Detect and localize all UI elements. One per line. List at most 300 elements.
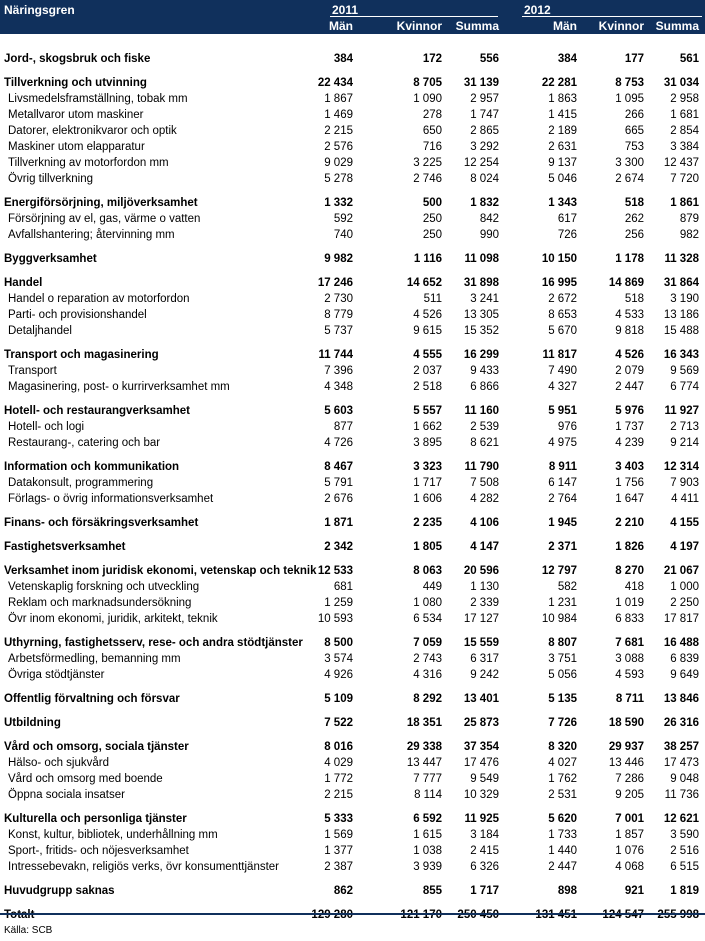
- table-row-group: [0, 563, 705, 579]
- cell-summa-2011: 17 476: [463, 757, 499, 769]
- cell-man-2011: 8 016: [324, 741, 353, 753]
- cell-man-2011: 3 574: [324, 653, 353, 665]
- cell-kvinnor-2011: 250: [422, 229, 442, 241]
- cell-man-2011: 877: [333, 421, 353, 433]
- header-man-2012: Män: [553, 19, 577, 33]
- table-row-group: [0, 275, 705, 291]
- row-label: Övr inom ekonomi, juridik, arkitekt, teknik: [8, 613, 218, 625]
- cell-summa-2011: 25 873: [463, 717, 499, 729]
- cell-man-2011: 1 377: [324, 845, 353, 857]
- cell-kvinnor-2012: 7 681: [615, 637, 644, 649]
- cell-man-2012: 1 231: [548, 597, 577, 609]
- cell-kvinnor-2011: 9 615: [413, 325, 442, 337]
- cell-kvinnor-2011: 8 114: [414, 789, 442, 801]
- cell-kvinnor-2011: 1 717: [413, 477, 442, 489]
- cell-summa-2011: 842: [479, 213, 499, 225]
- cell-summa-2011: 15 352: [463, 325, 499, 337]
- cell-man-2012: 2 189: [548, 125, 577, 137]
- row-label: Verksamhet inom juridisk ekonomi, vetenskap och teknik: [4, 565, 317, 577]
- table-row-group: [0, 347, 705, 363]
- cell-man-2011: 7 522: [324, 717, 353, 729]
- table-row-group: [0, 195, 705, 211]
- cell-summa-2011: 7 508: [470, 477, 499, 489]
- cell-kvinnor-2012: 4 593: [615, 669, 644, 681]
- cell-kvinnor-2012: 7 001: [615, 813, 644, 825]
- cell-summa-2012: 16 343: [663, 349, 699, 361]
- header-year-2012: 2012: [524, 3, 551, 17]
- cell-kvinnor-2011: 716: [422, 141, 442, 153]
- cell-kvinnor-2012: 2 079: [615, 365, 644, 377]
- cell-summa-2012: 7 720: [670, 173, 699, 185]
- cell-man-2012: 1 415: [548, 109, 577, 121]
- cell-kvinnor-2012: 2 210: [615, 517, 644, 529]
- cell-summa-2012: 3 384: [670, 141, 699, 153]
- row-label: Offentlig förvaltning och försvar: [4, 693, 180, 705]
- cell-man-2012: 11 817: [542, 349, 577, 361]
- cell-man-2012: 2 531: [548, 789, 577, 801]
- table-row-group: [0, 51, 705, 67]
- table-header: [0, 0, 705, 34]
- cell-summa-2012: 9 214: [670, 437, 699, 449]
- table-row-group: [0, 739, 705, 755]
- table-row: [0, 307, 705, 323]
- row-label: Datakonsult, programmering: [8, 477, 154, 489]
- cell-kvinnor-2012: 1 826: [615, 541, 644, 553]
- row-label: Sport-, fritids- och nöjesverksamhet: [8, 845, 189, 857]
- cell-man-2011: 1 332: [324, 197, 353, 209]
- cell-man-2011: 9 029: [324, 157, 353, 169]
- cell-man-2012: 2 672: [548, 293, 577, 305]
- cell-man-2012: 5 620: [548, 813, 577, 825]
- cell-man-2011: 17 246: [317, 277, 353, 289]
- cell-man-2012: 582: [557, 581, 577, 593]
- cell-summa-2011: 15 559: [463, 637, 499, 649]
- row-label: Metallvaror utom maskiner: [8, 109, 144, 121]
- row-label: Vetenskaplig forskning och utveckling: [8, 581, 200, 593]
- cell-summa-2012: 31 864: [663, 277, 699, 289]
- cell-kvinnor-2012: 753: [624, 141, 644, 153]
- cell-kvinnor-2012: 665: [624, 125, 644, 137]
- cell-man-2012: 976: [557, 421, 577, 433]
- table-row: [0, 227, 705, 243]
- cell-kvinnor-2011: 449: [422, 581, 442, 593]
- cell-kvinnor-2012: 1 019: [615, 597, 644, 609]
- cell-man-2012: 1 440: [548, 845, 577, 857]
- cell-summa-2011: 6 866: [470, 381, 499, 393]
- header-summa-2011: Summa: [455, 19, 499, 33]
- cell-man-2011: 4 029: [324, 757, 353, 769]
- cell-man-2011: 592: [333, 213, 353, 225]
- table-row: [0, 475, 705, 491]
- cell-summa-2011: 8 621: [470, 437, 499, 449]
- cell-kvinnor-2012: 4 526: [615, 349, 644, 361]
- cell-summa-2011: 10 329: [463, 789, 499, 801]
- cell-kvinnor-2012: 1 647: [615, 493, 644, 505]
- table-row: [0, 491, 705, 507]
- cell-summa-2012: 3 190: [670, 293, 699, 305]
- cell-kvinnor-2012: 4 533: [615, 309, 644, 321]
- cell-man-2011: 1 469: [324, 109, 353, 121]
- cell-man-2012: 1 733: [548, 829, 577, 841]
- cell-man-2011: 2 676: [324, 493, 353, 505]
- cell-summa-2012: 1 000: [670, 581, 699, 593]
- header-summa-2012: Summa: [655, 19, 699, 33]
- cell-man-2011: 11 744: [318, 349, 353, 361]
- row-label: Maskiner utom elapparatur: [8, 141, 145, 153]
- row-label: Totalt: [4, 909, 35, 921]
- cell-man-2011: 5 603: [324, 405, 353, 417]
- table-row: [0, 787, 705, 803]
- table-row: [0, 771, 705, 787]
- cell-summa-2011: 31 139: [463, 77, 499, 89]
- cell-man-2011: 1 259: [324, 597, 353, 609]
- cell-man-2012: 898: [557, 885, 577, 897]
- row-label: Restaurang-, catering och bar: [8, 437, 161, 449]
- row-label: Tillverkning och utvinning: [4, 77, 147, 89]
- cell-summa-2012: 982: [679, 229, 699, 241]
- cell-kvinnor-2011: 6 534: [413, 613, 442, 625]
- cell-man-2012: 384: [557, 53, 577, 65]
- row-label: Hotell- och logi: [8, 421, 85, 433]
- cell-summa-2011: 2 865: [470, 125, 499, 137]
- cell-kvinnor-2012: 8 270: [615, 565, 644, 577]
- cell-kvinnor-2011: 172: [422, 53, 442, 65]
- cell-summa-2012: 12 314: [663, 461, 699, 473]
- cell-man-2011: 8 467: [324, 461, 353, 473]
- cell-summa-2011: 2 415: [470, 845, 499, 857]
- cell-kvinnor-2011: 250: [422, 213, 442, 225]
- row-label: Transport: [8, 365, 57, 377]
- cell-summa-2012: 2 854: [670, 125, 699, 137]
- table-row-group: [0, 539, 705, 555]
- cell-summa-2012: 1 681: [670, 109, 699, 121]
- row-label: Utbildning: [4, 717, 61, 729]
- cell-kvinnor-2011: 2 037: [413, 365, 442, 377]
- row-label: Övrig tillverkning: [8, 173, 93, 185]
- cell-kvinnor-2012: 7 286: [615, 773, 644, 785]
- table-row: [0, 211, 705, 227]
- cell-man-2011: 1 772: [324, 773, 353, 785]
- header-naringsgren: Näringsgren: [4, 3, 75, 17]
- cell-summa-2012: 2 516: [670, 845, 699, 857]
- cell-summa-2011: 2 957: [470, 93, 499, 105]
- cell-man-2012: 2 447: [548, 861, 577, 873]
- cell-summa-2012: 1 861: [670, 197, 699, 209]
- cell-summa-2011: 11 925: [464, 813, 499, 825]
- cell-summa-2011: 6 326: [470, 861, 499, 873]
- cell-summa-2012: 4 155: [670, 517, 699, 529]
- cell-summa-2011: 11 160: [464, 405, 499, 417]
- table-row: [0, 595, 705, 611]
- header-man-2011: Män: [329, 19, 353, 33]
- cell-summa-2012: 561: [679, 53, 699, 65]
- cell-summa-2012: 17 473: [663, 757, 699, 769]
- cell-kvinnor-2011: 5 557: [413, 405, 442, 417]
- cell-kvinnor-2011: 855: [422, 885, 442, 897]
- cell-man-2012: 16 995: [541, 277, 577, 289]
- cell-man-2011: 1 867: [324, 93, 353, 105]
- table-row-group: [0, 459, 705, 475]
- cell-kvinnor-2011: 3 323: [413, 461, 442, 473]
- cell-summa-2011: 4 282: [470, 493, 499, 505]
- cell-summa-2011: 4 106: [470, 517, 499, 529]
- cell-man-2011: 2 387: [324, 861, 353, 873]
- cell-kvinnor-2011: 500: [422, 197, 442, 209]
- cell-summa-2012: 7 903: [670, 477, 699, 489]
- cell-summa-2011: 1 717: [470, 885, 499, 897]
- cell-summa-2012: 17 817: [663, 613, 699, 625]
- cell-kvinnor-2012: 3 403: [615, 461, 644, 473]
- cell-kvinnor-2011: 1 606: [413, 493, 442, 505]
- cell-summa-2012: 11 927: [664, 405, 699, 417]
- cell-summa-2011: 990: [479, 229, 499, 241]
- cell-kvinnor-2012: 418: [624, 581, 644, 593]
- cell-kvinnor-2012: 29 937: [608, 741, 644, 753]
- cell-kvinnor-2012: 1 737: [615, 421, 644, 433]
- cell-kvinnor-2012: 6 833: [615, 613, 644, 625]
- cell-man-2012: 1 762: [548, 773, 577, 785]
- cell-kvinnor-2012: 518: [624, 293, 644, 305]
- cell-man-2012: 617: [557, 213, 577, 225]
- cell-summa-2011: 20 596: [463, 565, 499, 577]
- cell-summa-2011: 2 539: [470, 421, 499, 433]
- cell-summa-2012: 13 846: [663, 693, 699, 705]
- cell-summa-2011: 3 241: [470, 293, 499, 305]
- cell-man-2012: 5 046: [548, 173, 577, 185]
- cell-man-2012: 2 631: [548, 141, 577, 153]
- cell-man-2011: 2 730: [324, 293, 353, 305]
- row-label: Kulturella och personliga tjänster: [4, 813, 187, 825]
- cell-man-2012: 6 147: [548, 477, 577, 489]
- cell-kvinnor-2012: 2 674: [615, 173, 644, 185]
- table-row: [0, 859, 705, 875]
- row-label: Jord-, skogsbruk och fiske: [4, 53, 151, 65]
- cell-summa-2011: 3 184: [470, 829, 499, 841]
- cell-summa-2012: 9 048: [670, 773, 699, 785]
- cell-man-2011: 5 333: [324, 813, 353, 825]
- cell-man-2011: 129 280: [311, 909, 353, 921]
- header-kvinnor-2011: Kvinnor: [396, 19, 442, 33]
- cell-kvinnor-2012: 18 590: [608, 717, 644, 729]
- header-underline-2012: [522, 16, 702, 17]
- cell-man-2012: 7 490: [548, 365, 577, 377]
- table-row-group: [0, 883, 705, 899]
- cell-kvinnor-2011: 14 652: [406, 277, 442, 289]
- cell-kvinnor-2011: 4 555: [413, 349, 442, 361]
- cell-man-2011: 2 576: [324, 141, 353, 153]
- cell-summa-2011: 11 790: [464, 461, 499, 473]
- cell-summa-2011: 13 305: [463, 309, 499, 321]
- cell-summa-2011: 9 242: [470, 669, 499, 681]
- cell-man-2012: 3 751: [548, 653, 577, 665]
- cell-man-2011: 862: [333, 885, 353, 897]
- cell-summa-2012: 2 250: [670, 597, 699, 609]
- row-label: Finans- och försäkringsverksamhet: [4, 517, 199, 529]
- table-row: [0, 579, 705, 595]
- header-kvinnor-2012: Kvinnor: [598, 19, 644, 33]
- cell-summa-2011: 8 024: [470, 173, 499, 185]
- table-row-group: [0, 811, 705, 827]
- cell-summa-2011: 1 832: [470, 197, 499, 209]
- cell-summa-2011: 2 339: [470, 597, 499, 609]
- cell-summa-2011: 9 433: [470, 365, 499, 377]
- cell-summa-2011: 556: [479, 53, 499, 65]
- table-row: [0, 91, 705, 107]
- cell-kvinnor-2011: 8 292: [413, 693, 442, 705]
- cell-kvinnor-2012: 3 300: [615, 157, 644, 169]
- cell-summa-2011: 11 098: [464, 253, 499, 265]
- cell-man-2011: 1 871: [324, 517, 353, 529]
- cell-kvinnor-2012: 1 178: [615, 253, 644, 265]
- cell-kvinnor-2011: 7 777: [413, 773, 442, 785]
- cell-kvinnor-2012: 266: [624, 109, 644, 121]
- table-row: [0, 139, 705, 155]
- table-bottom-rule: [0, 913, 705, 915]
- cell-summa-2012: 9 569: [670, 365, 699, 377]
- cell-man-2012: 726: [557, 229, 577, 241]
- cell-summa-2012: 26 316: [663, 717, 699, 729]
- cell-man-2012: 2 764: [548, 493, 577, 505]
- table-row: [0, 107, 705, 123]
- cell-kvinnor-2011: 8 063: [413, 565, 442, 577]
- cell-man-2012: 1 945: [548, 517, 577, 529]
- cell-man-2012: 5 135: [548, 693, 577, 705]
- cell-summa-2011: 12 254: [463, 157, 499, 169]
- table-row: [0, 843, 705, 859]
- table-row: [0, 363, 705, 379]
- cell-man-2011: 8 500: [324, 637, 353, 649]
- cell-man-2012: 10 150: [541, 253, 577, 265]
- cell-kvinnor-2011: 121 170: [400, 909, 442, 921]
- cell-man-2012: 8 807: [548, 637, 577, 649]
- cell-kvinnor-2012: 1 095: [615, 93, 644, 105]
- cell-kvinnor-2012: 262: [624, 213, 644, 225]
- cell-kvinnor-2011: 29 338: [406, 741, 442, 753]
- row-label: Vård och omsorg med boende: [8, 773, 163, 785]
- cell-summa-2012: 9 649: [670, 669, 699, 681]
- cell-kvinnor-2011: 3 939: [413, 861, 442, 873]
- row-label: Avfallshantering; återvinning mm: [8, 229, 175, 241]
- cell-summa-2012: 11 328: [664, 253, 699, 265]
- table-row-group: [0, 251, 705, 267]
- cell-summa-2011: 31 898: [463, 277, 499, 289]
- row-label: Transport och magasinering: [4, 349, 159, 361]
- cell-kvinnor-2011: 1 116: [413, 253, 442, 265]
- cell-man-2012: 5 951: [548, 405, 577, 417]
- cell-kvinnor-2011: 8 705: [413, 77, 442, 89]
- cell-kvinnor-2011: 3 895: [413, 437, 442, 449]
- source-note: Källa: SCB: [4, 925, 53, 936]
- cell-kvinnor-2011: 2 743: [413, 653, 442, 665]
- cell-man-2012: 1 343: [548, 197, 577, 209]
- cell-man-2011: 1 569: [324, 829, 353, 841]
- cell-summa-2012: 21 067: [663, 565, 699, 577]
- cell-summa-2011: 9 549: [470, 773, 499, 785]
- cell-kvinnor-2011: 2 746: [413, 173, 442, 185]
- row-label: Reklam och marknadsundersökning: [8, 597, 192, 609]
- table-row: [0, 419, 705, 435]
- row-label: Konst, kultur, bibliotek, underhållning mm: [8, 829, 218, 841]
- cell-summa-2012: 1 819: [670, 885, 699, 897]
- cell-summa-2012: 11 736: [664, 789, 699, 801]
- cell-man-2011: 740: [333, 229, 353, 241]
- table-row: [0, 827, 705, 843]
- table-row: [0, 123, 705, 139]
- row-label: Hälso- och sjukvård: [8, 757, 109, 769]
- table-row: [0, 611, 705, 627]
- row-label: Parti- och provisionshandel: [8, 309, 147, 321]
- table-row: [0, 155, 705, 171]
- cell-man-2011: 4 926: [324, 669, 353, 681]
- cell-man-2012: 5 670: [548, 325, 577, 337]
- cell-man-2011: 384: [333, 53, 353, 65]
- cell-man-2012: 9 137: [548, 157, 577, 169]
- cell-kvinnor-2012: 14 869: [608, 277, 644, 289]
- cell-man-2011: 5 278: [324, 173, 353, 185]
- cell-man-2012: 10 984: [541, 613, 577, 625]
- cell-kvinnor-2011: 650: [422, 125, 442, 137]
- cell-man-2011: 2 215: [324, 789, 353, 801]
- cell-summa-2011: 13 401: [463, 693, 499, 705]
- cell-kvinnor-2011: 3 225: [413, 157, 442, 169]
- cell-summa-2011: 16 299: [463, 349, 499, 361]
- row-label: Förlags- o övrig informationsverksamhet: [8, 493, 214, 505]
- cell-man-2011: 5 109: [324, 693, 353, 705]
- cell-kvinnor-2011: 1 090: [413, 93, 442, 105]
- cell-kvinnor-2012: 9 205: [615, 789, 644, 801]
- cell-man-2012: 12 797: [541, 565, 577, 577]
- cell-summa-2011: 6 317: [470, 653, 499, 665]
- table-row: [0, 379, 705, 395]
- cell-kvinnor-2011: 1 038: [413, 845, 442, 857]
- cell-kvinnor-2011: 4 526: [413, 309, 442, 321]
- table-row: [0, 291, 705, 307]
- row-label: Övriga stödtjänster: [8, 669, 105, 681]
- row-label: Magasinering, post- o kurrirverksamhet mm: [8, 381, 230, 393]
- cell-summa-2012: 3 590: [670, 829, 699, 841]
- row-label: Öppna sociala insatser: [8, 789, 125, 801]
- header-year-2011: 2011: [332, 3, 359, 17]
- cell-kvinnor-2012: 518: [624, 197, 644, 209]
- cell-kvinnor-2012: 5 976: [615, 405, 644, 417]
- cell-man-2011: 9 982: [324, 253, 353, 265]
- cell-man-2011: 22 434: [317, 77, 353, 89]
- cell-summa-2011: 1 747: [470, 109, 499, 121]
- cell-man-2011: 4 726: [324, 437, 353, 449]
- cell-kvinnor-2012: 177: [624, 53, 644, 65]
- cell-summa-2012: 2 713: [670, 421, 699, 433]
- cell-summa-2012: 12 621: [663, 813, 699, 825]
- cell-man-2012: 4 027: [548, 757, 577, 769]
- cell-summa-2011: 3 292: [470, 141, 499, 153]
- cell-summa-2011: 17 127: [463, 613, 499, 625]
- row-label: Byggverksamhet: [4, 253, 97, 265]
- cell-man-2011: 8 779: [324, 309, 353, 321]
- cell-summa-2012: 16 488: [663, 637, 699, 649]
- table-row: [0, 435, 705, 451]
- cell-man-2012: 4 975: [548, 437, 577, 449]
- row-label: Livsmedelsframställning, tobak mm: [8, 93, 188, 105]
- cell-kvinnor-2011: 18 351: [406, 717, 442, 729]
- cell-kvinnor-2012: 3 088: [615, 653, 644, 665]
- cell-kvinnor-2012: 124 547: [602, 909, 644, 921]
- cell-kvinnor-2012: 8 711: [615, 693, 644, 705]
- cell-kvinnor-2012: 9 818: [615, 325, 644, 337]
- cell-summa-2012: 12 437: [663, 157, 699, 169]
- table-row-group: [0, 515, 705, 531]
- cell-man-2012: 22 281: [541, 77, 577, 89]
- cell-summa-2012: 2 958: [670, 93, 699, 105]
